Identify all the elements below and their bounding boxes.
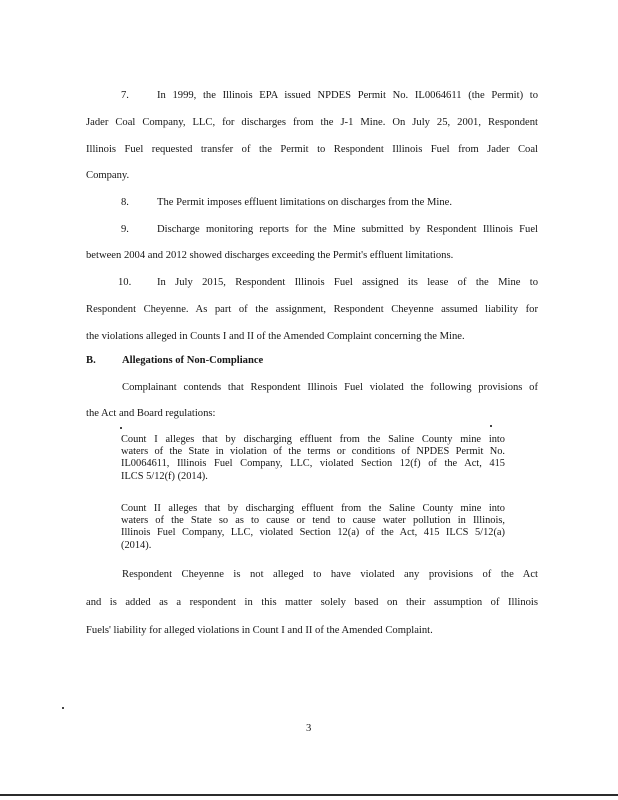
- scan-speck: [120, 427, 122, 429]
- paragraph-10-line-1: In July 2015, Respondent Illinois Fuel assigned its lease of the Mine to: [157, 277, 538, 288]
- intro-line-2: the Act and Board regulations:: [86, 408, 216, 419]
- paragraph-7-line-1: In 1999, the Illinois EPA issued NPDES Permit No. IL0064611 (the Permit) to: [157, 90, 538, 101]
- paragraph-10-line-3: the violations alleged in Counts I and II of the Amended Complaint concerning the Mine.: [86, 331, 465, 342]
- section-b-heading: Allegations of Non-Compliance: [122, 355, 264, 366]
- paragraph-9-line-2: between 2004 and 2012 showed discharges exceeding the Permit's effluent limitations.: [86, 250, 454, 261]
- closing-line-2: and is added as a respondent in this matter solely based on their assumption of Illinois: [86, 597, 538, 608]
- paragraph-7-line-2: Jader Coal Company, LLC, for discharges from the J-1 Mine. On July 25, 2001, Respondent: [86, 117, 538, 128]
- scan-speck: [62, 707, 64, 709]
- paragraph-10-number: 10.: [118, 277, 132, 288]
- paragraph-7-line-3: Illinois Fuel requested transfer of the Permit to Respondent Illinois Fuel from Jader Coal: [86, 144, 538, 155]
- scan-speck: [490, 425, 492, 427]
- section-b-letter: B.: [86, 355, 96, 366]
- paragraph-8-text: The Permit imposes effluent limitations on discharges from the Mine.: [157, 197, 453, 208]
- count-1-line-2: waters of the State in violation of the terms or conditions of NPDES Permit No.: [121, 446, 505, 457]
- count-1-line-1: Count I alleges that by discharging effluent from the Saline County mine into: [121, 434, 505, 445]
- count-2-line-4: (2014).: [121, 540, 152, 551]
- count-1-line-3: IL0064611, Illinois Fuel Company, LLC, violated Section 12(f) of the Act, 415: [121, 458, 505, 469]
- paragraph-7-line-4: Company.: [86, 170, 130, 181]
- paragraph-7-number: 7.: [121, 90, 129, 101]
- closing-line-3: Fuels' liability for alleged violations in Count I and II of the Amended Complaint.: [86, 625, 433, 636]
- paragraph-9-number: 9.: [121, 224, 129, 235]
- count-2-line-2: waters of the State so as to cause or tend to cause water pollution in Illinois,: [121, 515, 505, 526]
- paragraph-8-number: 8.: [121, 197, 129, 208]
- paragraph-10-line-2: Respondent Cheyenne. As part of the assignment, Respondent Cheyenne assumed liability for: [86, 304, 538, 315]
- intro-line-1: Complainant contends that Respondent Illinois Fuel violated the following provisions of: [122, 382, 538, 393]
- page-number: 3: [306, 723, 312, 734]
- count-2-line-1: Count II alleges that by discharging effluent from the Saline County mine into: [121, 503, 505, 514]
- scan-bottom-edge: [0, 794, 618, 796]
- count-1-line-4: ILCS 5/12(f) (2014).: [121, 471, 208, 482]
- count-2-line-3: Illinois Fuel Company, LLC, violated Section 12(a) of the Act, 415 ILCS 5/12(a): [121, 527, 505, 538]
- closing-line-1: Respondent Cheyenne is not alleged to have violated any provisions of the Act: [122, 569, 538, 580]
- paragraph-9-line-1: Discharge monitoring reports for the Mine submitted by Respondent Illinois Fuel: [157, 224, 538, 235]
